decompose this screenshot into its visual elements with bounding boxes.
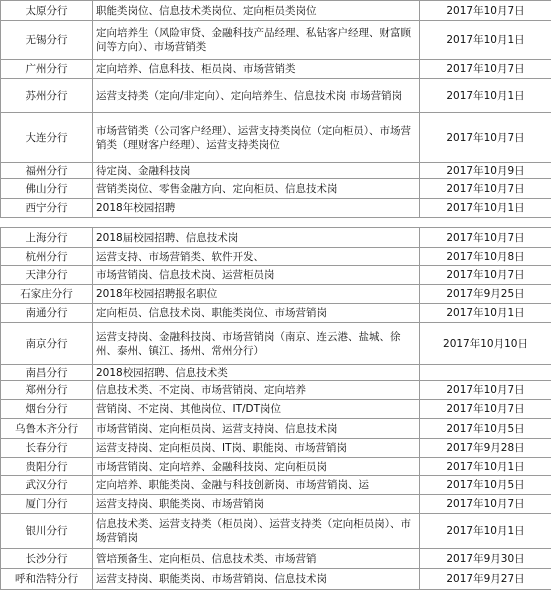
- branch-name-cell: 厦门分行: [1, 495, 93, 514]
- table-row: [1, 323, 551, 365]
- deadline-cell: 2017年10月7日: [420, 381, 551, 400]
- table-row: [1, 60, 551, 79]
- table-row: [1, 248, 551, 266]
- positions-cell: 市场营销岗、定向培养、金融科技岗、定向柜员岗: [93, 458, 420, 476]
- table-row: [1, 549, 551, 569]
- branch-name-cell: 石家庄分行: [1, 285, 93, 304]
- table-row: [1, 79, 551, 113]
- branch-name-cell: 武汉分行: [1, 476, 93, 495]
- branch-name-cell: 杭州分行: [1, 248, 93, 266]
- deadline-cell: 2017年9月25日: [420, 285, 551, 304]
- positions-cell: 营销类岗位、零售金融方向、定向柜员、信息技术岗: [93, 179, 420, 199]
- table-row: [1, 199, 551, 218]
- table-row: [1, 266, 551, 285]
- positions-cell: 定向柜员、信息技术岗、职能类岗位、市场营销岗: [93, 304, 420, 323]
- positions-cell: 运营支持岗、金融科技岗、市场营销岗（南京、连云港、盐城、徐州、泰州、镇江、扬州、常州分行）: [93, 323, 420, 365]
- positions-cell: 2018届校园招聘、信息技术岗: [93, 228, 420, 248]
- branch-name-cell: 乌鲁木齐分行: [1, 419, 93, 439]
- positions-cell: 运营支持岗、职能类岗、市场营销岗: [93, 495, 420, 514]
- branch-table-bottom: [0, 227, 551, 590]
- table-row: [1, 400, 551, 419]
- branch-name-cell: 银川分行: [1, 514, 93, 549]
- branch-name-cell: 无锡分行: [1, 21, 93, 60]
- positions-cell: 市场营销岗、定向柜员岗、运营支持岗、信息技术岗: [93, 419, 420, 439]
- table-row: [1, 419, 551, 439]
- branch-name-cell: 长春分行: [1, 439, 93, 458]
- deadline-cell: 2017年9月27日: [420, 569, 551, 590]
- branch-name-cell: 呼和浩特分行: [1, 569, 93, 590]
- positions-cell: 信息技术类、不定岗、市场营销岗、定向培养: [93, 381, 420, 400]
- positions-cell: 管培预备生、定向柜员、信息技术类、市场营销: [93, 549, 420, 569]
- positions-cell: 市场营销类（公司客户经理）、运营支持类岗位（定向柜员）、市场营销类（理财客户经理）、运营支持类岗位: [93, 113, 420, 163]
- branch-name-cell: 佛山分行: [1, 179, 93, 199]
- table-row: [1, 163, 551, 179]
- positions-cell: 2018年校园招聘报名职位: [93, 285, 420, 304]
- deadline-cell: 2017年10月7日: [420, 266, 551, 285]
- table-row: [1, 113, 551, 163]
- deadline-cell: 2017年10月1日: [420, 304, 551, 323]
- deadline-cell: 2017年10月1日: [420, 199, 551, 218]
- positions-cell: 职能类岗位、信息技术类岗位、定向柜员类岗位: [93, 1, 420, 21]
- positions-cell: 信息技术类、运营支持类（柜员岗）、运营支持类（定向柜员岗）、市场营销岗: [93, 514, 420, 549]
- positions-cell: 运营支持类（定向/非定向）、定向培养生、信息技术岗 市场营销岗: [93, 79, 420, 113]
- positions-cell: 营销岗、不定岗、其他岗位、IT/DT岗位: [93, 400, 420, 419]
- table-row: [1, 304, 551, 323]
- table-row: [1, 285, 551, 304]
- deadline-cell: 2017年9月28日: [420, 439, 551, 458]
- branch-name-cell: 上海分行: [1, 228, 93, 248]
- positions-cell: 2018年校园招聘: [93, 199, 420, 218]
- deadline-cell: 2017年10月9日: [420, 163, 551, 179]
- branch-name-cell: 天津分行: [1, 266, 93, 285]
- deadline-cell: 2017年10月7日: [420, 60, 551, 79]
- positions-cell: 运营支持岗、职能类岗、市场营销岗、信息技术岗: [93, 569, 420, 590]
- positions-cell: 定向培养生（风险审贷、金融科技产品经理、私钻客户经理、财富顾问等方向）、市场营销类: [93, 21, 420, 60]
- branch-name-cell: 南昌分行: [1, 365, 93, 381]
- deadline-cell: 2017年10月8日: [420, 248, 551, 266]
- branch-name-cell: 南京分行: [1, 323, 93, 365]
- deadline-cell: 2017年10月7日: [420, 179, 551, 199]
- deadline-cell: 2017年10月1日: [420, 458, 551, 476]
- branch-name-cell: 贵阳分行: [1, 458, 93, 476]
- table-row: [1, 569, 551, 590]
- branch-name-cell: 郑州分行: [1, 381, 93, 400]
- deadline-cell: 2017年10月7日: [420, 1, 551, 21]
- branch-name-cell: 苏州分行: [1, 79, 93, 113]
- deadline-cell: 2017年9月30日: [420, 549, 551, 569]
- deadline-cell: [420, 365, 551, 381]
- positions-cell: 运营支持岗、定向柜员岗、IT岗、职能岗、市场营销岗: [93, 439, 420, 458]
- positions-cell: 待定岗、金融科技岗: [93, 163, 420, 179]
- table-row: [1, 228, 551, 248]
- branch-table-top: [0, 0, 551, 218]
- deadline-cell: 2017年10月1日: [420, 79, 551, 113]
- table-row: [1, 21, 551, 60]
- positions-cell: 运营支持、市场营销类、软件开发、: [93, 248, 420, 266]
- table-row: [1, 365, 551, 381]
- table-row: [1, 458, 551, 476]
- table-row: [1, 514, 551, 549]
- branch-name-cell: 大连分行: [1, 113, 93, 163]
- deadline-cell: 2017年10月5日: [420, 419, 551, 439]
- branch-name-cell: 烟台分行: [1, 400, 93, 419]
- table-row: [1, 439, 551, 458]
- positions-cell: 市场营销岗、信息技术岗、运营柜员岗: [93, 266, 420, 285]
- branch-name-cell: 西宁分行: [1, 199, 93, 218]
- branch-name-cell: 太原分行: [1, 1, 93, 21]
- table-row: [1, 495, 551, 514]
- positions-cell: 2018校园招聘、信息技术类: [93, 365, 420, 381]
- table-row: [1, 1, 551, 21]
- branch-name-cell: 广州分行: [1, 60, 93, 79]
- table-row: [1, 476, 551, 495]
- deadline-cell: 2017年10月7日: [420, 495, 551, 514]
- positions-cell: 定向培养、信息科技、柜员岗、市场营销类: [93, 60, 420, 79]
- deadline-cell: 2017年10月7日: [420, 400, 551, 419]
- deadline-cell: 2017年10月7日: [420, 113, 551, 163]
- deadline-cell: 2017年10月10日: [420, 323, 551, 365]
- table-row: [1, 179, 551, 199]
- deadline-cell: 2017年10月7日: [420, 228, 551, 248]
- deadline-cell: 2017年10月1日: [420, 514, 551, 549]
- branch-name-cell: 福州分行: [1, 163, 93, 179]
- deadline-cell: 2017年10月5日: [420, 476, 551, 495]
- branch-name-cell: 长沙分行: [1, 549, 93, 569]
- table-row: [1, 381, 551, 400]
- deadline-cell: 2017年10月1日: [420, 21, 551, 60]
- positions-cell: 定向培养、职能类岗、金融与科技创新岗、市场营销岗、运: [93, 476, 420, 495]
- branch-name-cell: 南通分行: [1, 304, 93, 323]
